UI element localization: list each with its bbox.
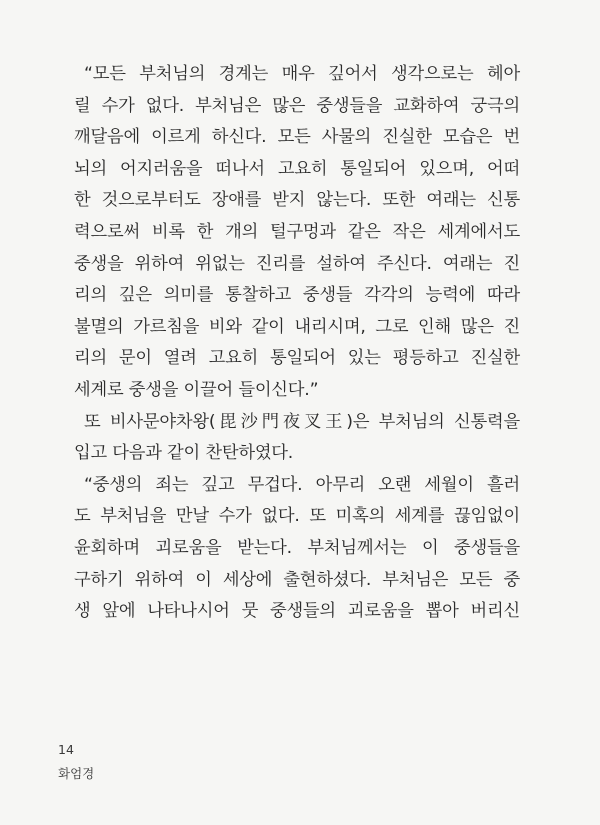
text-line: 불멸의 가르침을 비와 같이 내리시며, 그로 인해 많은 진 <box>74 316 520 337</box>
text-line: “중생의 죄는 깊고 무겁다. 아무리 오랜 세월이 흘러 <box>84 474 520 495</box>
text-line: 뇌의 어지러움을 떠나서 고요히 통일되어 있으며, 어떠 <box>74 158 520 179</box>
page-number: 14 <box>58 742 74 757</box>
body-text <box>74 59 520 628</box>
text-line: 리의 깊은 의미를 통찰하고 중생들 각각의 능력에 따라 <box>74 285 520 306</box>
text-line: 중생을 위하여 위없는 진리를 설하여 주신다. 여래는 진 <box>74 253 520 274</box>
text-line: 세계로 중생을 이끌어 들이신다.” <box>74 379 319 400</box>
running-title: 화엄경 <box>58 766 95 781</box>
text-line: 또 비사문야차왕(毘沙門夜叉王)은 부처님의 신통력을 <box>84 411 520 432</box>
text-line: 윤회하며 괴로움을 받는다. 부처님께서는 이 중생들을 <box>74 537 520 558</box>
text-line: 도 부처님을 만날 수가 없다. 또 미혹의 세계를 끊임없이 <box>74 506 520 527</box>
text-line: “모든 부처님의 경계는 매우 깊어서 생각으로는 헤아 <box>84 64 520 84</box>
text-line: 릴 수가 없다. 부처님은 많은 중생들을 교화하여 궁극의 <box>74 95 520 116</box>
text-line: 한 것으로부터도 장애를 받지 않는다. 또한 여래는 신통 <box>74 190 520 211</box>
text-line: 력으로써 비록 한 개의 털구멍과 같은 작은 세계에서도 <box>74 221 520 242</box>
text-line: 입고 다음과 같이 찬탄하였다. <box>74 443 294 464</box>
text-line: 구하기 위하여 이 세상에 출현하셨다. 부처님은 모든 중 <box>74 569 520 590</box>
text-line: 깨달음에 이르게 하신다. 모든 사물의 진실한 모습은 번 <box>74 127 520 148</box>
text-line: 생 앞에 나타나시어 뭇 중생들의 괴로움을 뽑아 버리신 <box>74 601 520 622</box>
text-line: 리의 문이 열려 고요히 통일되어 있는 평등하고 진실한 <box>74 348 520 369</box>
